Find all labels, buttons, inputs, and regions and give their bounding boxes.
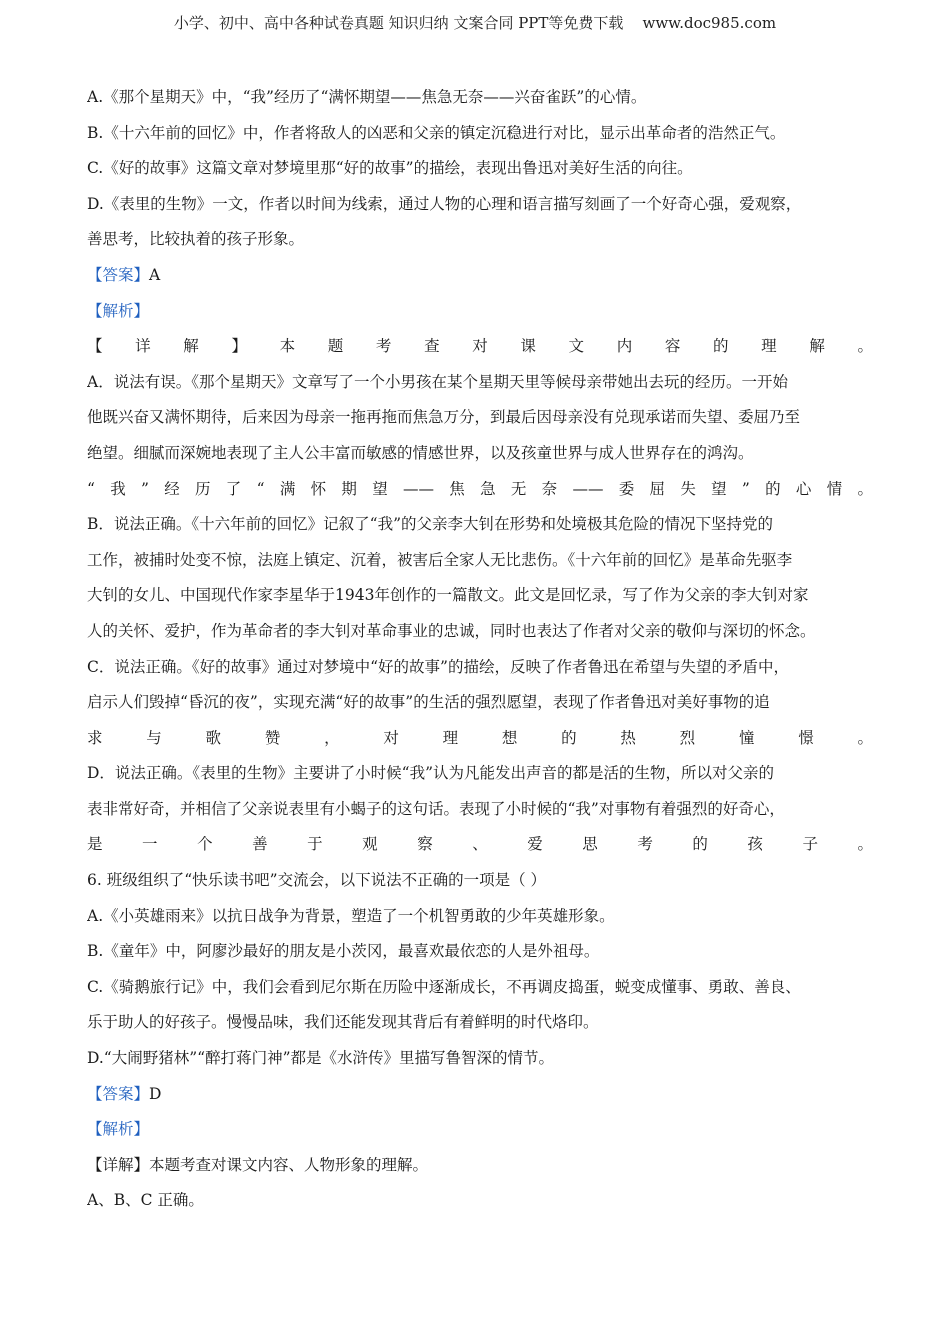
q5-explanation-line: 启示人们毁掉“昏沉的夜”，实现充满“好的故事”的生活的强烈愿望，表现了作者鲁迅对美好事物的追 [87, 693, 770, 712]
answer-value: A [149, 265, 161, 284]
q6-option-b: B.《童年》中，阿廖沙最好的朋友是小茨冈，最喜欢最依恋的人是外祖母。 [87, 942, 600, 961]
q5-explanation-line: 绝望。细腻而深婉地表现了主人公丰富而敏感的情感世界，以及孩童世界与成人世界存在的鸿沟。 [87, 443, 754, 462]
q5-explanation-line: A．说法有误。《那个星期天》文章写了一个小男孩在某个星期天里等候母亲带她出去玩的经历。一开始 [87, 372, 788, 391]
q6-answer [87, 1077, 873, 1113]
answer-tag: 【答案】 [87, 1084, 150, 1103]
q5-answer [87, 258, 873, 294]
q6-option-d: D.“大闹野猪林”“醉打蒋门神”都是《水浒传》里描写鲁智深的情节。 [87, 1049, 555, 1068]
q6-option-c: C.《骑鹅旅行记》中，我们会看到尼尔斯在历险中逐渐成长，不再调皮捣蛋，蜕变成懂事、勇敢、善良、 [87, 977, 801, 996]
q5-option-d-cont: 善思考，比较执着的孩子形象。 [87, 230, 305, 249]
q5-option-b: B.《十六年前的回忆》中，作者将敌人的凶恶和父亲的镇定沉稳进行对比，显示出革命者的浩然正气。 [87, 123, 786, 142]
q6-stem: 6. 班级组织了“快乐读书吧”交流会，以下说法不正确的一项是（ ） [87, 871, 546, 890]
q5-explanation-line: 人的关怀、爱护，作为革命者的李大钊对革命事业的忠诚，同时也表达了作者对父亲的敬仰与深切的怀念。 [87, 621, 816, 640]
q6-option-a: A.《小英雄雨来》以抗日战争为背景，塑造了一个机智勇敢的少年英雄形象。 [87, 906, 615, 925]
q5-option-d: D.《表里的生物》一文，作者以时间为线索，通过人物的心理和语言描写刻画了一个好奇心强，爱观察， [87, 194, 802, 213]
q5-explanation-line: 他既兴奋又满怀期待，后来因为母亲一拖再拖而焦急万分，到最后因母亲没有兑现承诺而失望、委屈乃至 [87, 408, 801, 427]
q6-conclusion: A、B、C 正确。 [87, 1191, 204, 1210]
answer-value: D [149, 1084, 162, 1103]
q5-explanation-line: 大钊的女儿、中国现代作家李星华于1943年创作的一篇散文。此文是回忆录，写了作为父亲的李大钊对家 [87, 586, 809, 605]
q5-option-c: C.《好的故事》这篇文章对梦境里那“好的故事”的描绘，表现出鲁迅对美好生活的向往。 [87, 159, 693, 178]
q5-option-a: A.《那个星期天》中，“我”经历了“满怀期望——焦急无奈——兴奋雀跃”的心情。 [87, 88, 647, 106]
detail-text: 本题考查对课文内容、人物形象的理解。 [149, 1155, 429, 1174]
q5-analysis-tag: 【解析】 [87, 301, 150, 320]
q5-detail-line: 【详解】本题考查对课文内容的理解。 [87, 337, 873, 356]
detail-tag: 【详解】 [87, 1155, 150, 1174]
q6-analysis-tag: 【解析】 [87, 1120, 150, 1139]
document-body [87, 80, 873, 1219]
q5-explanation-line: 表非常好奇，并相信了父亲说表里有小蝎子的这句话。表现了小时候的“我”对事物有着强烈的好奇心， [87, 799, 785, 818]
q6-option-c-cont: 乐于助人的好孩子。慢慢品味，我们还能发现其背后有着鲜明的时代烙印。 [87, 1013, 599, 1032]
page-header: 小学、初中、高中各种试卷真题 知识归纳 文案合同 PPT等免费下载 www.doc985.com [173, 14, 777, 32]
q5-explanation-line: 求与歌赞，对理想的热烈憧憬。 [87, 728, 873, 747]
q5-explanation-line: B．说法正确。《十六年前的回忆》记叙了“我”的父亲李大钊在形势和处境极其危险的情况下坚持党的 [87, 515, 773, 534]
q5-explanation-line: 工作，被捕时处变不惊，法庭上镇定、沉着，被害后全家人无比悲伤。《十六年前的回忆》是革命先驱李 [87, 550, 793, 569]
q5-explanation-line: “我”经历了“满怀期望——焦急无奈——委屈失望”的心情。 [87, 479, 873, 498]
q5-explanation-line: C．说法正确。《好的故事》通过对梦境中“好的故事”的描绘，反映了作者鲁迅在希望与失望的矛盾中， [87, 657, 789, 676]
answer-tag: 【答案】 [87, 265, 150, 284]
q5-explanation-line: D．说法正确。《表里的生物》主要讲了小时候“我”认为凡能发出声音的都是活的生物，所以对父亲的 [87, 764, 775, 783]
q6-detail [87, 1148, 873, 1184]
q5-explanation-line: 是一个善于观察、爱思考的孩子。 [87, 835, 873, 854]
